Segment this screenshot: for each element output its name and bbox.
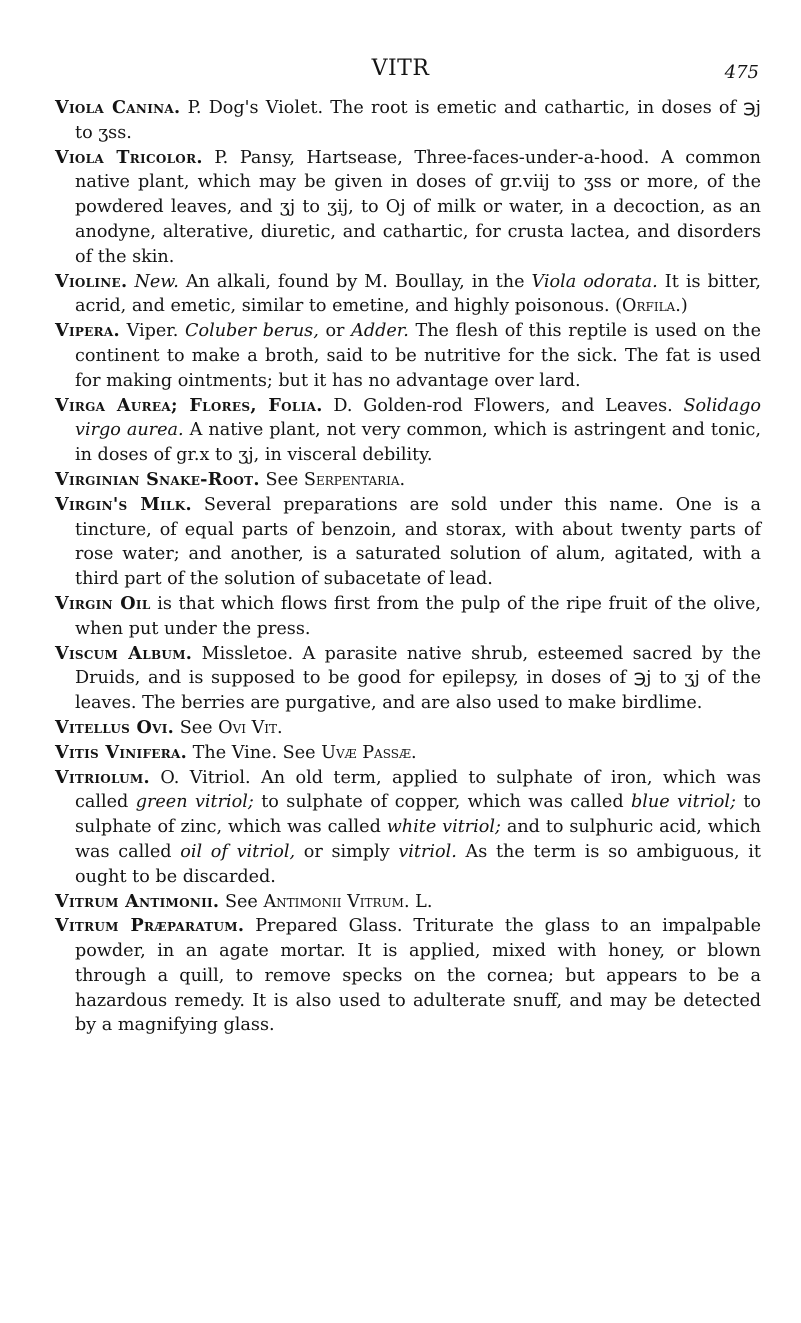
cross-reference: Antimonii Vitrum. <box>263 891 410 912</box>
entry-text: O. Vitriol. An old term, applied to sulphate of iron, which was called <box>75 767 762 813</box>
entry-headword: Vitellus Ovi. <box>55 716 175 738</box>
entry-text: P. Dog's Violet. The root is emetic and cathartic, in doses of ℈j to ʒss. <box>75 98 761 143</box>
dictionary-entry <box>55 592 761 642</box>
entry-list <box>55 96 761 1038</box>
entry-headword: Virgin's Milk. <box>55 493 192 515</box>
entry-headword: Virginian Snake-Root. <box>55 468 260 490</box>
italic-term: blue vitriol; <box>631 792 736 813</box>
entry-text: to sulphate of zinc, which was called <box>75 792 761 838</box>
dictionary-entry <box>55 319 761 393</box>
cross-reference: Uvæ Passæ. <box>321 742 417 763</box>
dictionary-entry <box>55 914 761 1038</box>
running-head <box>0 56 801 96</box>
page-number: 475 <box>724 62 759 83</box>
entry-headword: Violine. <box>55 270 128 292</box>
italic-term: New. <box>134 271 179 292</box>
entry-text: As the term is so ambiguous, it ought to be discarded. <box>75 841 761 887</box>
entry-text: It is bitter, acrid, and emetic, similar to emetine, and highly poisonous. ( <box>75 271 761 317</box>
dictionary-entry <box>55 890 761 915</box>
entry-headword: Viola Canina. <box>55 97 181 118</box>
entry-text: D. Golden-rod Flowers, and Leaves. <box>333 395 684 416</box>
entry-headword: Viscum Album. <box>55 642 193 664</box>
entry-headword: Virgin Oil <box>55 592 151 614</box>
entry-text: P. Pansy, Hartsease, Three-faces-under-a-hood. A common native plant, which may be given in doses of gr.viij to ʒss or more, of the powdered leaves, and ʒj to ʒij, to Oj of milk or water, in a decoction, as an anodyne, alterative, diuretic, and cathartic, for crusta lactea, and disorders of the skin. <box>75 147 762 267</box>
entry-headword: Vitrum Præparatum. <box>55 915 245 937</box>
dictionary-entry <box>55 766 761 890</box>
entry-text: Several preparations are sold under this name. One is a tincture, of equal parts of benzoin, and storax, with about twenty parts of rose water; and another, is a saturated solution of alum, agitated, with a third part of the solution of subacetate of lead. <box>75 494 761 590</box>
italic-term: green vitriol; <box>135 792 254 813</box>
italic-term: Viola odorata. <box>531 271 658 292</box>
entry-text: ) <box>680 296 688 317</box>
entry-headword: Vitrum Antimonii. <box>55 890 220 912</box>
italic-term: vitriol. <box>398 841 457 862</box>
italic-term: Coluber berus, <box>185 321 319 342</box>
cross-reference: Ovi Vit. <box>218 717 283 738</box>
entry-text: Viper. <box>126 321 186 342</box>
entry-headword: Virga Aurea; Flores, Folia. <box>55 394 323 416</box>
entry-text: Prepared Glass. Triturate the glass to an impalpable powder, in an agate mortar. It is applied, mixed with honey, or blown through a quill, to remove specks on the cornea; but appears to be a hazardous remedy. It is also used to adulterate snuff, and may be detected by a magnifying glass. <box>75 916 761 1036</box>
entry-text: or <box>318 321 352 342</box>
entry-text: or simply <box>295 841 399 862</box>
entry-text: An alkali, found by M. Boullay, in the <box>178 271 532 292</box>
entry-headword: Vipera. <box>55 320 120 342</box>
italic-term: Solidago virgo aurea. <box>75 395 762 441</box>
cross-reference: Serpentaria. <box>303 469 406 490</box>
dictionary-entry <box>55 716 761 741</box>
dictionary-entry <box>55 493 761 592</box>
entry-text: See <box>224 891 264 912</box>
entry-text: The flesh of this reptile is used on the continent to make a broth, said to be nutritive for the sick. The fat is used for making ointments; but it has no advantage over lard. <box>75 321 762 391</box>
entry-headword: Vitriolum. <box>55 766 150 788</box>
dictionary-entry <box>55 146 761 270</box>
entry-text: L. <box>409 891 433 912</box>
dictionary-entry <box>55 270 761 320</box>
italic-term: Adder. <box>351 321 409 342</box>
entry-text: See <box>265 469 304 490</box>
italic-term: white vitriol; <box>386 817 501 838</box>
entry-headword: Viola Tricolor. <box>55 146 203 168</box>
dictionary-entry <box>55 468 761 493</box>
dictionary-entry <box>55 741 761 766</box>
page-title: VITR <box>371 56 430 81</box>
dictionary-entry <box>55 642 761 716</box>
entry-text: A native plant, not very common, which is astringent and tonic, in doses of gr.x to ʒj, in visceral debility. <box>75 420 761 466</box>
cross-reference: Orfila. <box>622 296 681 317</box>
entry-headword: Vitis Vinifera. <box>55 741 188 763</box>
entry-text: The Vine. See <box>192 742 322 763</box>
entry-text: See <box>179 717 219 738</box>
entry-text: and to sulphuric acid, which was called <box>75 817 761 862</box>
italic-term: oil of vitriol, <box>180 841 296 862</box>
dictionary-entry <box>55 394 761 468</box>
entry-text: Missletoe. A parasite native shrub, esteemed sacred by the Druids, and is supposed to be good for epilepsy, in doses of ℈j to ʒj of the leaves. The berries are purgative, and are also used to make birdlime. <box>75 643 761 714</box>
dictionary-entry <box>55 96 761 146</box>
entry-text: to sulphate of copper, which was called <box>253 792 632 813</box>
entry-text: is that which flows first from the pulp of the ripe fruit of the olive, when put under the press. <box>75 593 761 639</box>
